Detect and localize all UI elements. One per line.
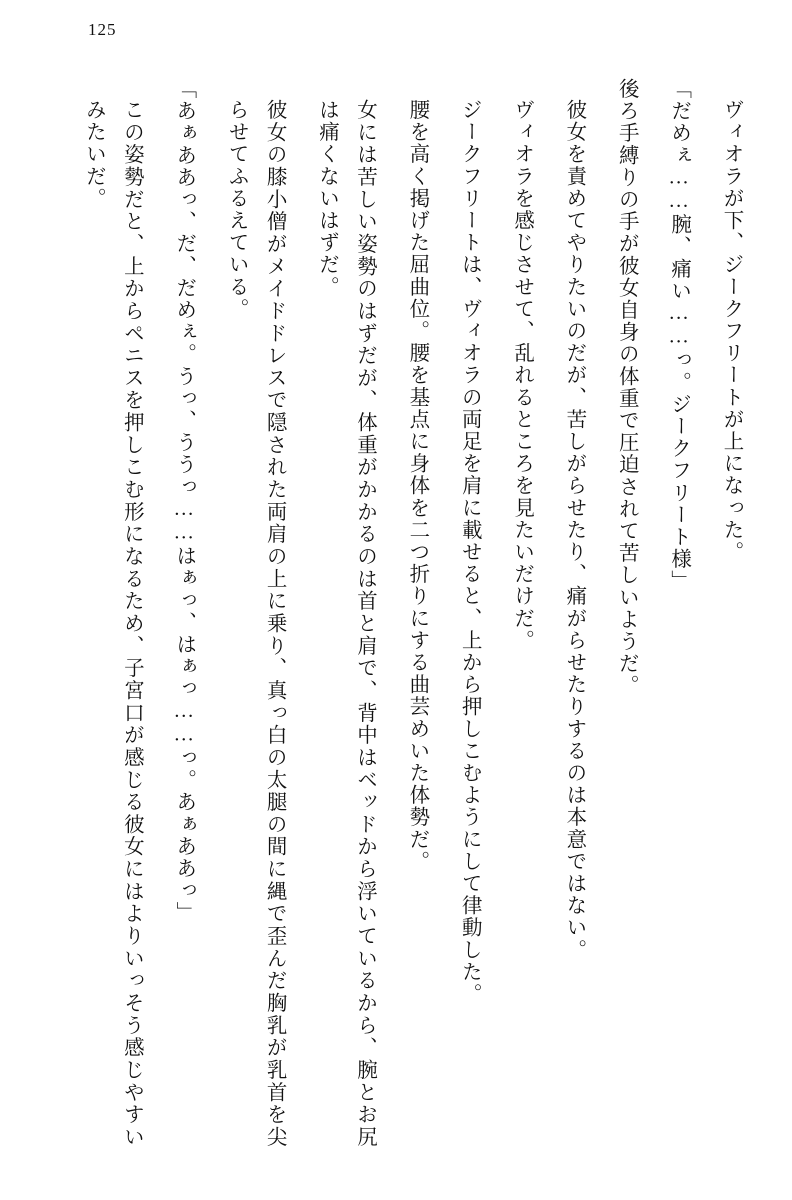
- paragraph: この姿勢だと、上からペニスを押しこむ形になるため、子宮口が感じる彼女にはよりいっそう感じやすいみたいだ。: [82, 99, 143, 1148]
- paragraph: ジークフリートは、ヴィオラの両足を肩に載せると、上から押しこむようにして律動した。: [458, 99, 481, 1006]
- page-number: 125: [88, 20, 117, 39]
- paragraph: ヴィオラを感じさせて、乱れるところを見たいだけだ。: [510, 99, 533, 652]
- page-body-text: [60, 78, 750, 1148]
- paragraph: 彼女を責めてやりたいのだが、苦しがらせたり、痛がらせたりするのは本意ではない。: [562, 99, 585, 961]
- paragraph: 「だめぇ……腕、痛い……っ。ジークフリート様」: [667, 78, 690, 593]
- paragraph: 腰を高く掲げた屈曲位。腰を基点に身体を二つ折りにする曲芸めいた体勢だ。: [405, 99, 428, 873]
- paragraph: 彼女の膝小僧がメイドドレスで隠された両肩の上に乗り、真っ白の太腿の間に縄で歪んだ胸乳が乳首を尖らせてふるえている。: [225, 99, 286, 1148]
- paragraph: 女には苦しい姿勢のはずだが、体重がかかるのは首と肩で、背中はベッドから浮いているから、腕とお尻は痛くないはずだ。: [315, 99, 376, 1148]
- paragraph: ヴィオラが下、ジークフリートが上になった。: [720, 99, 742, 564]
- paragraph: 「あぁああっ、だ、だめぇ。うっ、ううっ……はぁっ、はぁっ……っ。あぁああっ」: [172, 78, 195, 924]
- paragraph: 後ろ手縛りの手が彼女自身の体重で圧迫されて苦しいようだ。: [615, 78, 638, 697]
